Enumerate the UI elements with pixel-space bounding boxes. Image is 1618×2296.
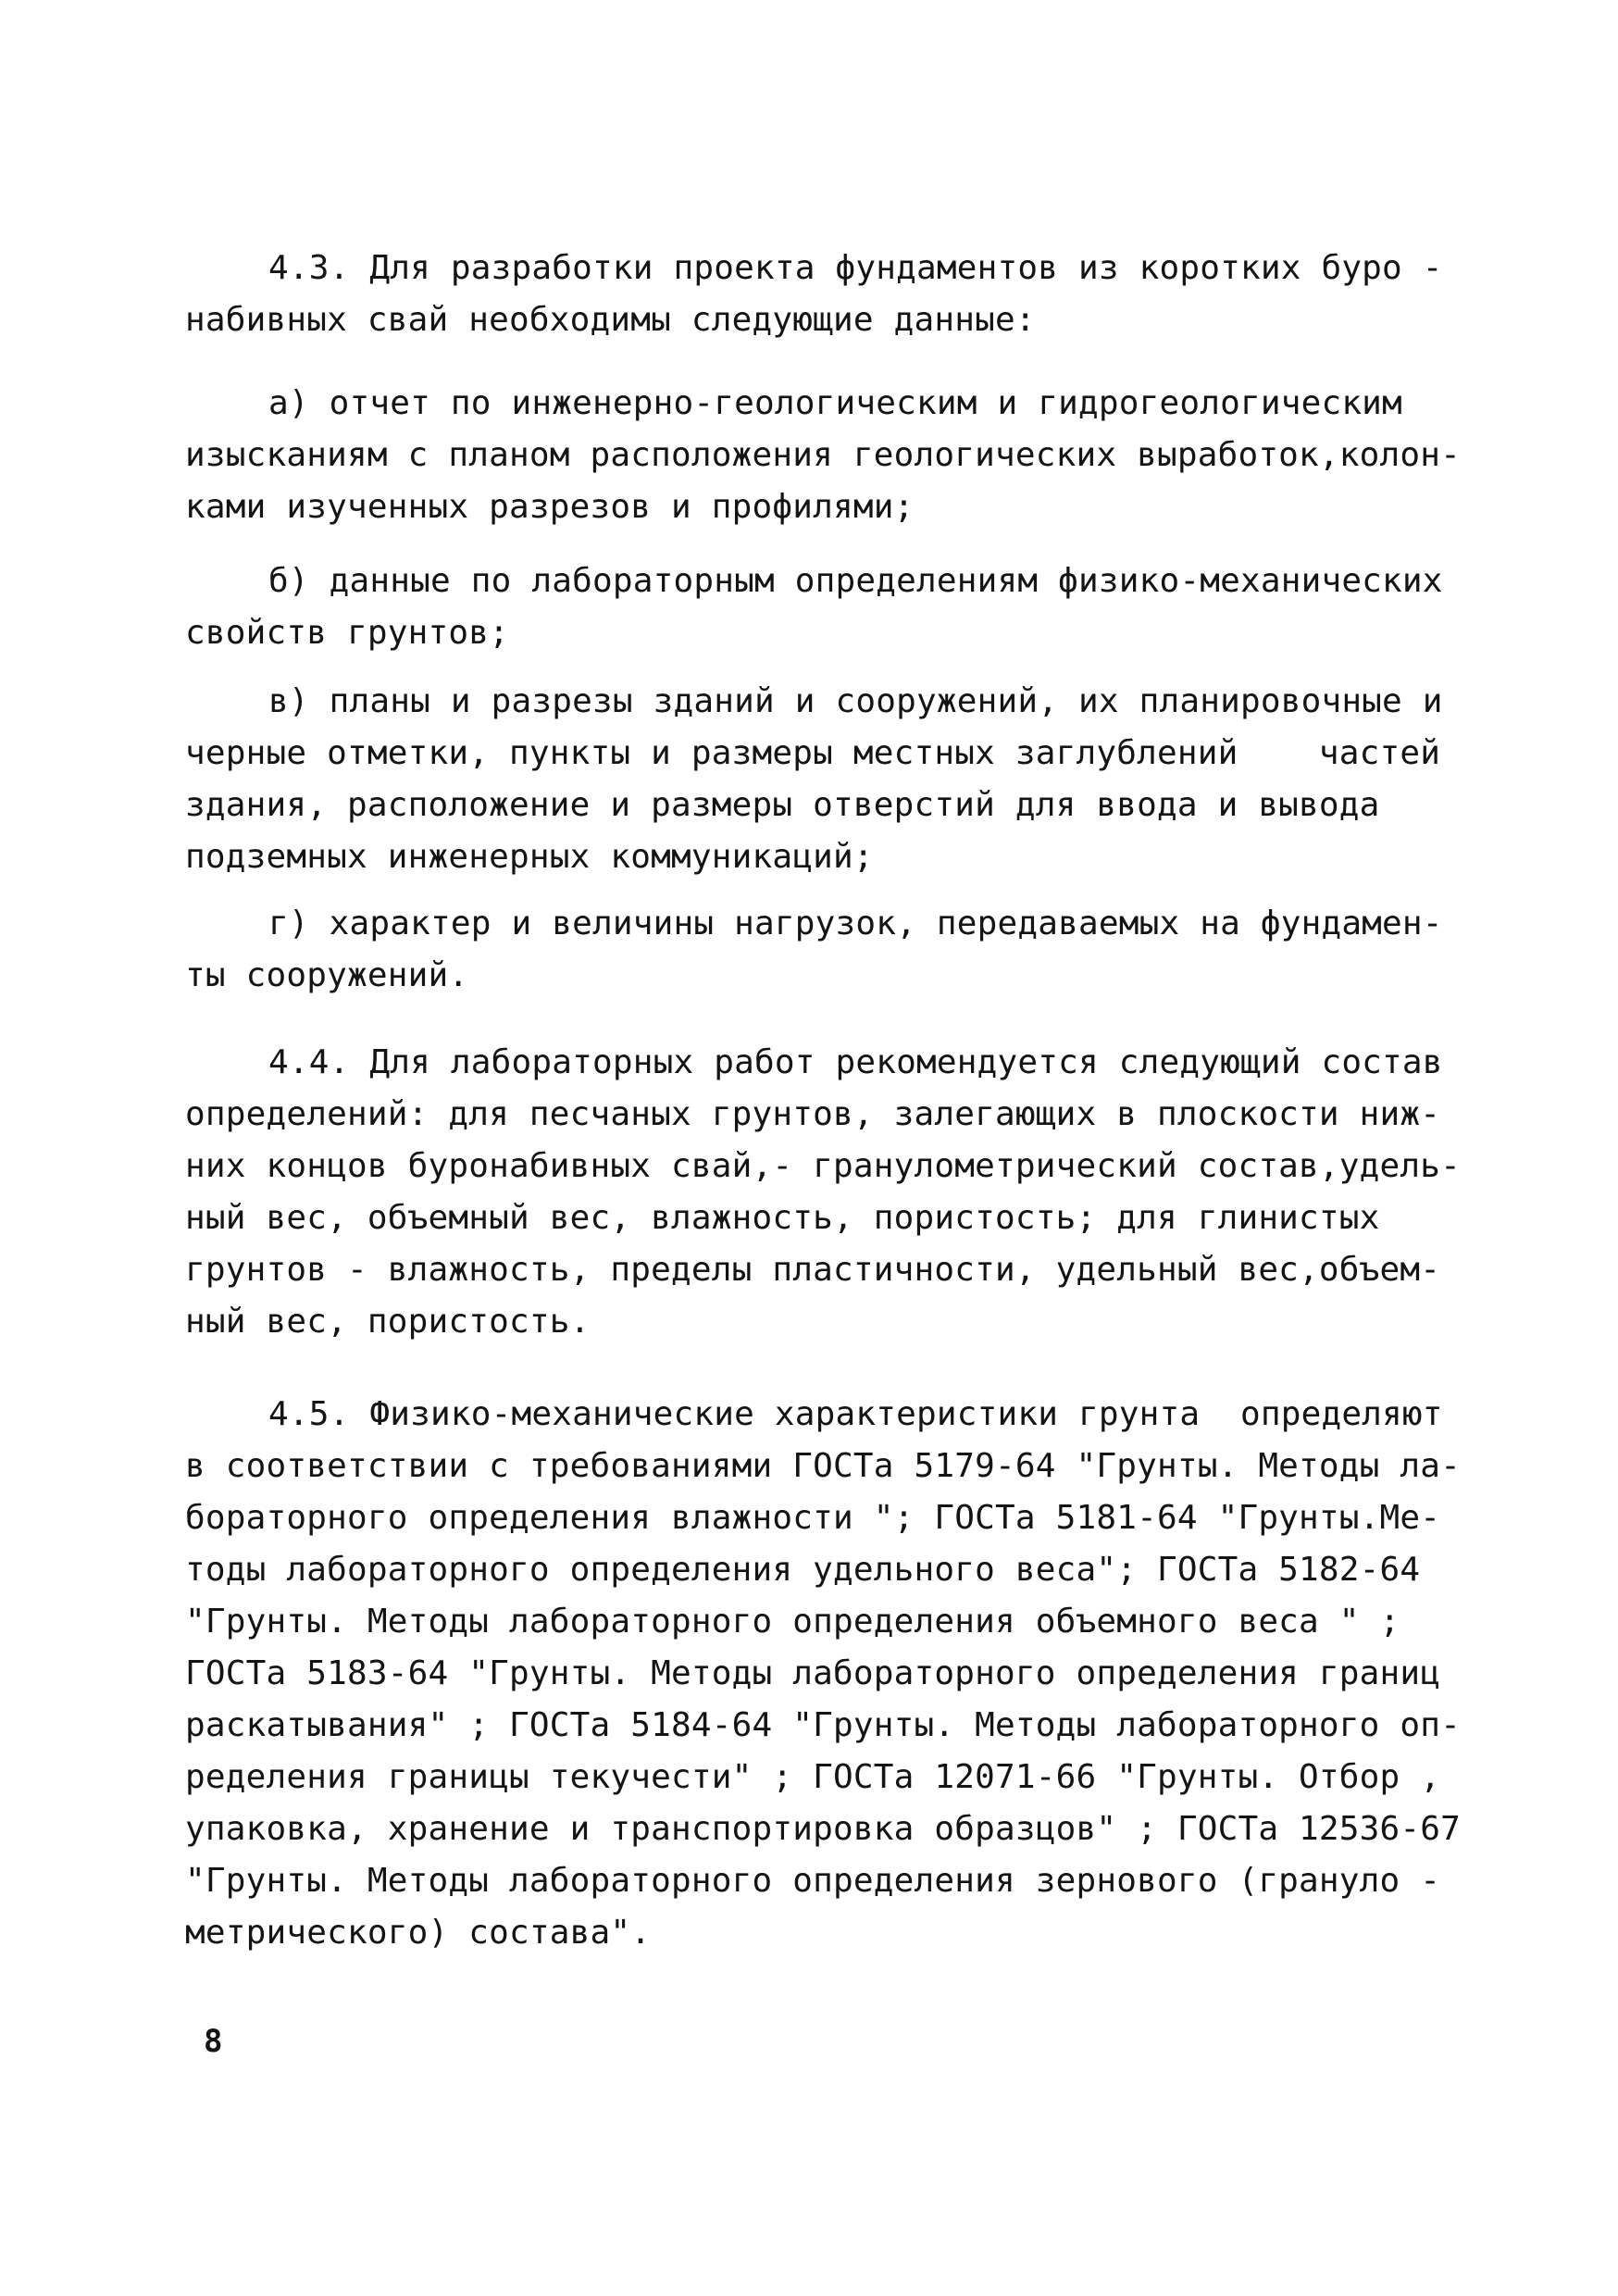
list-item-g — [185, 898, 1481, 1002]
paragraph-line: свойств грунтов; — [185, 614, 509, 652]
paragraph-line: ками изученных разрезов и профилями; — [185, 488, 915, 526]
paragraph-line: подземных инженерных коммуникаций; — [185, 838, 874, 876]
paragraph-line: ный вес, пористость. — [185, 1303, 591, 1341]
page-number: 8 — [204, 2023, 223, 2060]
paragraph-line: ГОСТа 5183-64 "Грунты. Методы лабораторного определения границ — [185, 1654, 1441, 1692]
paragraph-line: в соответствии с требованиями ГОСТа 5179-64 "Грунты. Методы ла- — [185, 1447, 1462, 1485]
paragraph-line: ты сооружений. — [185, 956, 469, 994]
paragraph-line: упаковка, хранение и транспортировка образцов" ; ГОСТа 12536-67 — [185, 1810, 1462, 1848]
paragraph-4-5 — [185, 1389, 1481, 1959]
paragraph-line: в) планы и разрезы зданий и сооружений, их планировочные и — [268, 682, 1443, 720]
paragraph-4-3 — [185, 243, 1481, 346]
paragraph-4-4 — [185, 1037, 1481, 1348]
paragraph-line: 4.4. Для лабораторных работ рекомендуется следующий состав — [268, 1043, 1443, 1081]
paragraph-line: определений: для песчаных грунтов, залегающих в плоскости ниж- — [185, 1095, 1441, 1133]
paragraph-line: ределения границы текучести" ; ГОСТа 12071-66 "Грунты. Отбор , — [185, 1758, 1441, 1796]
paragraph-line: раскатывания" ; ГОСТа 5184-64 "Грунты. Методы лабораторного оп- — [185, 1706, 1462, 1744]
list-item-b — [185, 555, 1481, 659]
list-item-a — [185, 378, 1481, 533]
paragraph-line: 4.5. Физико-механические характеристики грунта определяют — [268, 1395, 1443, 1433]
paragraph-line: набивных свай необходимы следующие данные: — [185, 301, 1036, 339]
paragraph-line: а) отчет по инженерно-геологическим и гидрогеологическим — [268, 384, 1402, 422]
paragraph-line: грунтов - влажность, пределы пластичности, удельный вес,объем- — [185, 1251, 1441, 1289]
paragraph-line: них концов буронабивных свай,- гранулометрический состав,удель- — [185, 1147, 1462, 1185]
paragraph-line: б) данные по лабораторным определениям физико-механических — [268, 562, 1443, 600]
paragraph-line: "Грунты. Методы лабораторного определения объемного веса " ; — [185, 1603, 1400, 1641]
paragraph-line: 4.3. Для разработки проекта фундаментов из коротких буро - — [268, 249, 1443, 287]
paragraph-line: ный вес, объемный вес, влажность, пористость; для глинистых — [185, 1199, 1380, 1237]
paragraph-line: метрического) состава". — [185, 1914, 652, 1952]
list-item-v — [185, 676, 1481, 883]
paragraph-line: бораторного определения влажности "; ГОСТа 5181-64 "Грунты.Ме- — [185, 1499, 1441, 1537]
paragraph-line: изысканиям с планом расположения геологических выработок,колон- — [185, 436, 1462, 474]
paragraph-line: г) характер и величины нагрузок, передаваемых на фундамен- — [268, 905, 1443, 942]
paragraph-line: тоды лабораторного определения удельного веса"; ГОСТа 5182-64 — [185, 1551, 1421, 1589]
paragraph-line: "Грунты. Методы лабораторного определения зернового (грануло - — [185, 1862, 1441, 1900]
paragraph-line: здания, расположение и размеры отверстий для ввода и вывода — [185, 786, 1380, 824]
paragraph-line: черные отметки, пункты и размеры местных заглублений частей — [185, 734, 1441, 772]
